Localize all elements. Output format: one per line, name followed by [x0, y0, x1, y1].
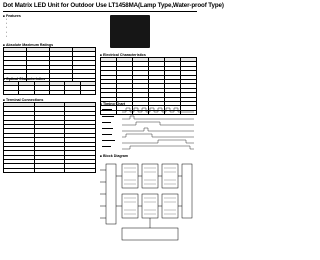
driver-block — [162, 194, 178, 218]
features-list — [6, 18, 8, 39]
timing-signal-label — [102, 128, 113, 129]
table-cell — [49, 90, 64, 94]
features-heading: ■ Features — [3, 14, 21, 18]
driver-block — [122, 194, 138, 218]
power-block — [122, 228, 178, 240]
abs-max-heading: ■ Absolute Maximum Ratings — [3, 43, 53, 47]
driver-block — [142, 194, 158, 218]
table-row — [4, 168, 96, 172]
page-title: Dot Matrix LED Unit for Outdoor Use LT1458MA(Lamp Type,Water-proof Type) — [3, 2, 224, 9]
block-heading: ■ Block Diagram — [100, 154, 128, 158]
table-row — [4, 90, 96, 94]
timing-signal-label — [102, 146, 111, 147]
driver-block — [162, 164, 178, 188]
table-cell — [19, 90, 34, 94]
table-cell — [80, 90, 95, 94]
block-diagram — [100, 158, 197, 246]
output-block — [182, 164, 192, 218]
feature-item — [6, 35, 8, 39]
optical-heading: ■ Optical Characteristics — [3, 77, 45, 81]
timing-signal-label — [102, 134, 112, 135]
table-cell — [34, 168, 65, 172]
table-cell — [4, 168, 35, 172]
driver-block — [122, 164, 138, 188]
timing-heading: ■ Timing Chart — [100, 102, 125, 106]
optical-table — [3, 81, 96, 95]
terminal-heading: ■ Terminal Connections — [3, 98, 43, 102]
timing-chart — [100, 106, 197, 151]
input-block — [106, 164, 116, 224]
timing-signal-label — [102, 116, 114, 117]
table-cell — [65, 168, 96, 172]
title-rule — [3, 11, 197, 12]
electrical-heading: ■ Electrical Characteristics — [100, 53, 146, 57]
timing-signal-label — [102, 140, 115, 141]
terminal-table — [3, 102, 96, 173]
product-image — [110, 15, 150, 48]
table-cell — [4, 90, 19, 94]
table-cell — [65, 90, 80, 94]
driver-block — [142, 164, 158, 188]
timing-signal-label — [102, 109, 112, 110]
table-cell — [34, 90, 49, 94]
timing-signal-label — [102, 122, 111, 123]
